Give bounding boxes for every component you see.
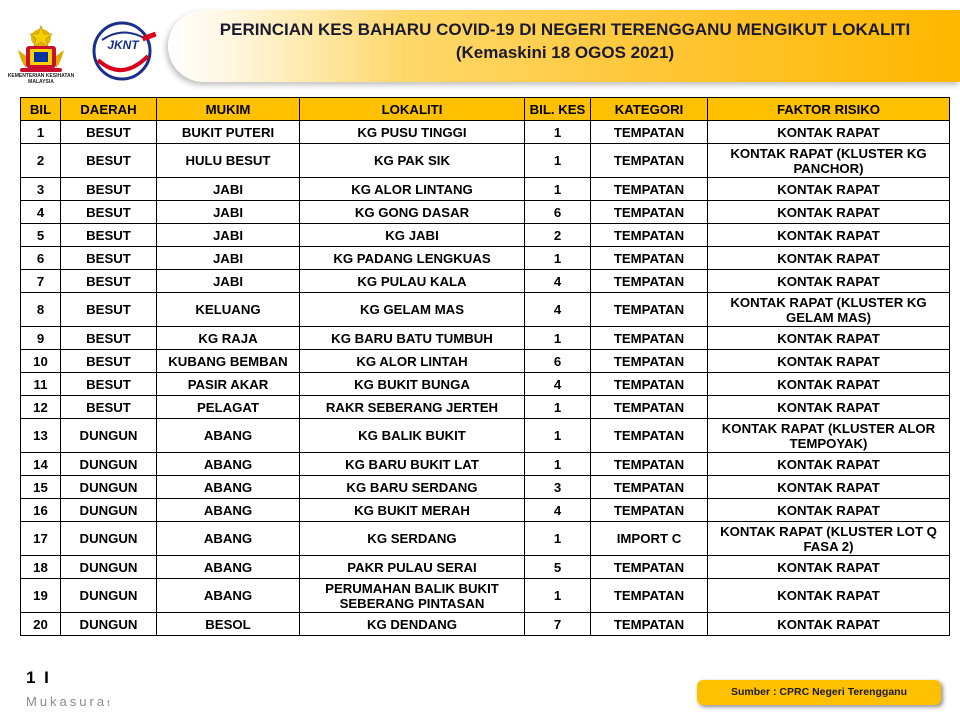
cell-mukim: PASIR AKAR	[157, 373, 300, 396]
cell-mukim: KELUANG	[157, 293, 300, 327]
cell-bil-kes: 4	[525, 373, 591, 396]
page-label-text: Mukasura	[26, 694, 108, 709]
cell-daerah: BESUT	[61, 201, 157, 224]
cell-mukim: ABANG	[157, 556, 300, 579]
page-label	[26, 694, 113, 709]
header-kategori: KATEGORI	[591, 98, 708, 121]
cell-bil: 11	[21, 373, 61, 396]
cases-table	[20, 97, 950, 636]
cell-bil-kes: 4	[525, 293, 591, 327]
cell-bil: 3	[21, 178, 61, 201]
cell-kategori: TEMPATAN	[591, 293, 708, 327]
cell-kategori: TEMPATAN	[591, 373, 708, 396]
cell-kategori: TEMPATAN	[591, 556, 708, 579]
cell-kategori: TEMPATAN	[591, 499, 708, 522]
cell-bil-kes: 4	[525, 270, 591, 293]
table-row	[21, 327, 950, 350]
cell-daerah: DUNGUN	[61, 476, 157, 499]
cell-bil: 18	[21, 556, 61, 579]
table-row	[21, 247, 950, 270]
cell-mukim: JABI	[157, 270, 300, 293]
cell-mukim: JABI	[157, 224, 300, 247]
source-badge: Sumber : CPRC Negeri Terengganu	[697, 680, 941, 705]
cell-mukim: KG RAJA	[157, 327, 300, 350]
cell-kategori: TEMPATAN	[591, 178, 708, 201]
table-row	[21, 224, 950, 247]
cell-lokaliti: KG GELAM MAS	[300, 293, 525, 327]
page-title	[170, 18, 960, 64]
cell-bil: 15	[21, 476, 61, 499]
table-row	[21, 178, 950, 201]
table-row	[21, 419, 950, 453]
cell-bil-kes: 4	[525, 499, 591, 522]
cell-lokaliti: KG DENDANG	[300, 613, 525, 636]
cell-faktor-risiko: KONTAK RAPAT	[708, 327, 950, 350]
cell-daerah: DUNGUN	[61, 522, 157, 556]
cell-bil-kes: 1	[525, 419, 591, 453]
cell-kategori: TEMPATAN	[591, 476, 708, 499]
cell-lokaliti: KG JABI	[300, 224, 525, 247]
cell-bil: 2	[21, 144, 61, 178]
cell-kategori: IMPORT C	[591, 522, 708, 556]
cell-mukim: ABANG	[157, 419, 300, 453]
cell-kategori: TEMPATAN	[591, 224, 708, 247]
header-mukim: MUKIM	[157, 98, 300, 121]
cell-bil-kes: 1	[525, 247, 591, 270]
cell-kategori: TEMPATAN	[591, 144, 708, 178]
cell-daerah: DUNGUN	[61, 579, 157, 613]
cell-faktor-risiko: KONTAK RAPAT	[708, 350, 950, 373]
cell-daerah: BESUT	[61, 270, 157, 293]
cell-lokaliti: KG PULAU KALA	[300, 270, 525, 293]
cell-bil: 8	[21, 293, 61, 327]
cell-kategori: TEMPATAN	[591, 579, 708, 613]
cell-bil: 5	[21, 224, 61, 247]
cell-bil: 16	[21, 499, 61, 522]
cell-kategori: TEMPATAN	[591, 247, 708, 270]
cell-daerah: BESUT	[61, 224, 157, 247]
cell-lokaliti: KG BALIK BUKIT	[300, 419, 525, 453]
cell-lokaliti: KG GONG DASAR	[300, 201, 525, 224]
cell-bil: 1	[21, 121, 61, 144]
cell-mukim: BUKIT PUTERI	[157, 121, 300, 144]
moh-logo	[7, 20, 75, 88]
cell-kategori: TEMPATAN	[591, 121, 708, 144]
cell-lokaliti: KG BUKIT MERAH	[300, 499, 525, 522]
cell-mukim: JABI	[157, 178, 300, 201]
cell-kategori: TEMPATAN	[591, 350, 708, 373]
cell-faktor-risiko: KONTAK RAPAT (KLUSTER KG PANCHOR)	[708, 144, 950, 178]
cell-faktor-risiko: KONTAK RAPAT	[708, 476, 950, 499]
cell-lokaliti: PAKR PULAU SERAI	[300, 556, 525, 579]
cell-daerah: BESUT	[61, 178, 157, 201]
cell-faktor-risiko: KONTAK RAPAT	[708, 453, 950, 476]
page-number: 1 I	[26, 668, 51, 687]
cell-faktor-risiko: KONTAK RAPAT	[708, 121, 950, 144]
cell-bil: 10	[21, 350, 61, 373]
cell-lokaliti: KG PUSU TINGGI	[300, 121, 525, 144]
cell-bil: 12	[21, 396, 61, 419]
cell-mukim: ABANG	[157, 579, 300, 613]
cell-bil-kes: 1	[525, 121, 591, 144]
cell-daerah: BESUT	[61, 373, 157, 396]
header-lokaliti: LOKALITI	[300, 98, 525, 121]
cell-kategori: TEMPATAN	[591, 613, 708, 636]
cell-mukim: JABI	[157, 201, 300, 224]
jknt-logo-text: JKNT	[107, 38, 139, 52]
cell-faktor-risiko: KONTAK RAPAT	[708, 499, 950, 522]
cell-kategori: TEMPATAN	[591, 419, 708, 453]
cell-kategori: TEMPATAN	[591, 270, 708, 293]
cell-mukim: ABANG	[157, 476, 300, 499]
jknt-logo	[84, 20, 164, 82]
cell-lokaliti: KG BARU BATU TUMBUH	[300, 327, 525, 350]
cell-mukim: BESOL	[157, 613, 300, 636]
table-row	[21, 350, 950, 373]
cell-daerah: BESUT	[61, 350, 157, 373]
cell-bil-kes: 1	[525, 178, 591, 201]
cell-bil-kes: 2	[525, 224, 591, 247]
cell-faktor-risiko: KONTAK RAPAT	[708, 373, 950, 396]
cell-lokaliti: KG ALOR LINTANG	[300, 178, 525, 201]
cell-mukim: KUBANG BEMBAN	[157, 350, 300, 373]
cell-kategori: TEMPATAN	[591, 327, 708, 350]
header-bil: BIL	[21, 98, 61, 121]
table-row	[21, 556, 950, 579]
cell-bil: 6	[21, 247, 61, 270]
table-header-row	[21, 98, 950, 121]
cell-bil-kes: 5	[525, 556, 591, 579]
cell-daerah: DUNGUN	[61, 453, 157, 476]
cell-faktor-risiko: KONTAK RAPAT	[708, 247, 950, 270]
cell-bil: 9	[21, 327, 61, 350]
cell-mukim: ABANG	[157, 522, 300, 556]
table-row	[21, 499, 950, 522]
table-row	[21, 613, 950, 636]
cell-bil-kes: 1	[525, 327, 591, 350]
cell-faktor-risiko: KONTAK RAPAT (KLUSTER LOT Q FASA 2)	[708, 522, 950, 556]
table-row	[21, 293, 950, 327]
cell-bil-kes: 1	[525, 579, 591, 613]
cell-faktor-risiko: KONTAK RAPAT (KLUSTER ALOR TEMPOYAK)	[708, 419, 950, 453]
cell-mukim: PELAGAT	[157, 396, 300, 419]
cell-daerah: BESUT	[61, 247, 157, 270]
cell-bil-kes: 1	[525, 144, 591, 178]
cell-bil-kes: 1	[525, 522, 591, 556]
cell-faktor-risiko: KONTAK RAPAT	[708, 613, 950, 636]
cell-daerah: BESUT	[61, 327, 157, 350]
cell-bil: 7	[21, 270, 61, 293]
cell-bil: 19	[21, 579, 61, 613]
table-row	[21, 476, 950, 499]
table-row	[21, 522, 950, 556]
cell-lokaliti: KG BARU BUKIT LAT	[300, 453, 525, 476]
cell-bil: 20	[21, 613, 61, 636]
header-daerah: DAERAH	[61, 98, 157, 121]
cell-lokaliti: PERUMAHAN BALIK BUKIT SEBERANG PINTASAN	[300, 579, 525, 613]
cell-lokaliti: KG SERDANG	[300, 522, 525, 556]
cell-daerah: BESUT	[61, 293, 157, 327]
table-row	[21, 121, 950, 144]
cell-bil: 4	[21, 201, 61, 224]
cell-bil-kes: 1	[525, 396, 591, 419]
cell-daerah: BESUT	[61, 144, 157, 178]
cell-mukim: ABANG	[157, 499, 300, 522]
cell-bil: 13	[21, 419, 61, 453]
header-faktor-risiko: FAKTOR RISIKO	[708, 98, 950, 121]
cell-bil: 14	[21, 453, 61, 476]
cell-lokaliti: KG ALOR LINTAH	[300, 350, 525, 373]
cell-faktor-risiko: KONTAK RAPAT	[708, 396, 950, 419]
title-line-1: PERINCIAN KES BAHARU COVID-19 DI NEGERI TERENGGANU MENGIKUT LOKALITI	[219, 20, 911, 39]
cell-faktor-risiko: KONTAK RAPAT	[708, 579, 950, 613]
cell-bil-kes: 7	[525, 613, 591, 636]
table-row	[21, 453, 950, 476]
cell-daerah: DUNGUN	[61, 613, 157, 636]
cell-daerah: DUNGUN	[61, 556, 157, 579]
cell-lokaliti: KG PAK SIK	[300, 144, 525, 178]
cell-lokaliti: KG BARU SERDANG	[300, 476, 525, 499]
cell-lokaliti: KG PADANG LENGKUAS	[300, 247, 525, 270]
table-row	[21, 396, 950, 419]
table-row	[21, 270, 950, 293]
moh-logo-caption: KEMENTERIAN KESIHATAN MALAYSIA	[7, 73, 75, 85]
cell-daerah: BESUT	[61, 121, 157, 144]
cell-mukim: JABI	[157, 247, 300, 270]
cell-faktor-risiko: KONTAK RAPAT	[708, 270, 950, 293]
table-row	[21, 579, 950, 613]
cell-faktor-risiko: KONTAK RAPAT	[708, 178, 950, 201]
cell-kategori: TEMPATAN	[591, 396, 708, 419]
cell-bil-kes: 6	[525, 350, 591, 373]
title-line-2: (Kemaskini 18 OGOS 2021)	[455, 43, 675, 62]
header-bil-kes: BIL. KES	[525, 98, 591, 121]
table-row	[21, 144, 950, 178]
cell-faktor-risiko: KONTAK RAPAT	[708, 556, 950, 579]
cell-bil-kes: 6	[525, 201, 591, 224]
cell-faktor-risiko: KONTAK RAPAT	[708, 224, 950, 247]
cell-bil-kes: 1	[525, 453, 591, 476]
cell-kategori: TEMPATAN	[591, 453, 708, 476]
cell-daerah: DUNGUN	[61, 419, 157, 453]
cell-mukim: HULU BESUT	[157, 144, 300, 178]
cell-daerah: BESUT	[61, 396, 157, 419]
cell-bil-kes: 3	[525, 476, 591, 499]
cell-lokaliti: RAKR SEBERANG JERTEH	[300, 396, 525, 419]
cell-faktor-risiko: KONTAK RAPAT	[708, 201, 950, 224]
cell-daerah: DUNGUN	[61, 499, 157, 522]
cell-faktor-risiko: KONTAK RAPAT (KLUSTER KG GELAM MAS)	[708, 293, 950, 327]
cell-mukim: ABANG	[157, 453, 300, 476]
cell-bil: 17	[21, 522, 61, 556]
table-row	[21, 373, 950, 396]
table-row	[21, 201, 950, 224]
page-label-tail: t	[107, 698, 113, 708]
cell-lokaliti: KG BUKIT BUNGA	[300, 373, 525, 396]
cell-kategori: TEMPATAN	[591, 201, 708, 224]
